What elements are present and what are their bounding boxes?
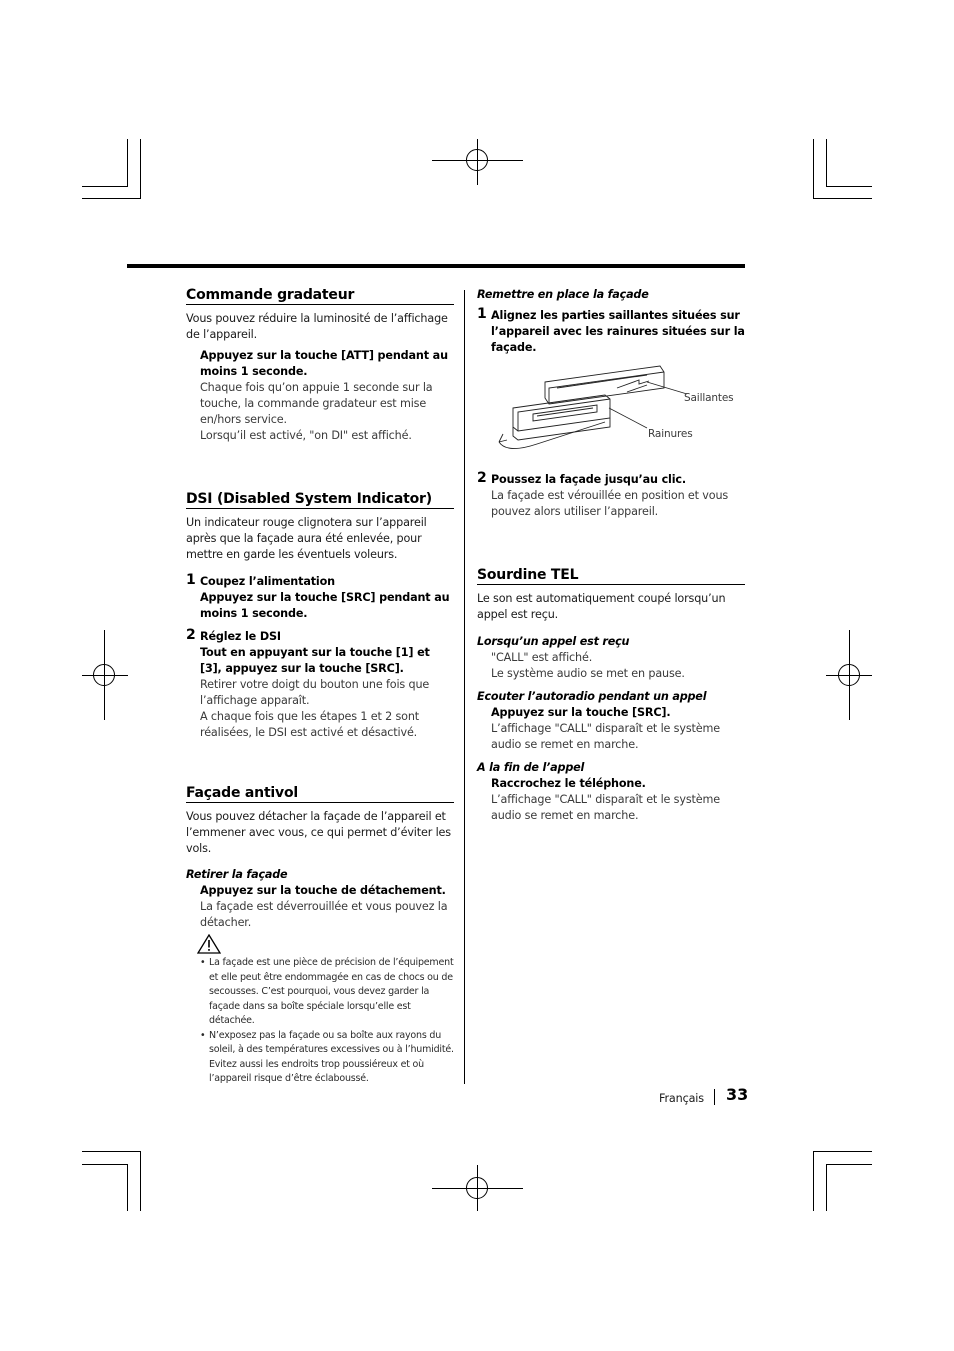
header-rule bbox=[127, 264, 745, 268]
antitheft-intro: Vous pouvez détacher la façade de l’appareil et l’emmener avec vous, ce qui permet d’éviter les vols. bbox=[186, 810, 451, 855]
dsi-step-2 bbox=[186, 629, 454, 741]
step-number: 2 bbox=[186, 627, 196, 643]
incoming-call-desc-1: "CALL" est affiché. bbox=[491, 651, 593, 664]
bullet: • bbox=[200, 957, 206, 968]
warning-icon bbox=[186, 934, 454, 956]
dimmer-desc-2: Lorsqu’il est activé, "on DI" est affiché. bbox=[200, 429, 412, 442]
step-number: 1 bbox=[477, 306, 487, 322]
reattach-step-2 bbox=[477, 472, 745, 520]
reattach-step-2-action: Poussez la façade jusqu’au clic. bbox=[491, 473, 687, 486]
listen-during-call-subheading: Ecouter l’autoradio pendant un appel bbox=[477, 690, 707, 703]
left-column bbox=[186, 287, 454, 1087]
reattach-step-1 bbox=[477, 308, 745, 356]
dimmer-desc-1: Chaque fois qu’on appuie 1 seconde sur la touche, la commande gradateur est mise en/hors service. bbox=[200, 381, 433, 426]
label-saillantes: Saillantes bbox=[684, 392, 734, 404]
reattach-step-2-desc: La façade est vérouillée en position et vous pouvez alors utiliser l’appareil. bbox=[491, 489, 729, 518]
reattach-section bbox=[477, 287, 745, 520]
antitheft-section bbox=[186, 785, 454, 1087]
antitheft-desc: La façade est déverrouillée et vous pouvez la détacher. bbox=[200, 900, 448, 929]
faceplate-diagram bbox=[477, 358, 745, 466]
incoming-call-subheading: Lorsqu’un appel est reçu bbox=[477, 635, 630, 648]
incoming-call-desc-2: Le système audio se met en pause. bbox=[491, 667, 685, 680]
dsi-section bbox=[186, 491, 454, 741]
faceplate-illustration bbox=[477, 358, 745, 466]
page-number: 33 bbox=[726, 1085, 749, 1104]
caution-note-2 bbox=[186, 1029, 454, 1087]
antitheft-subheading: Retirer la façade bbox=[186, 868, 288, 881]
dsi-step-1 bbox=[186, 574, 454, 622]
end-call-desc: L’affichage "CALL" disparaît et le système audio se remet en marche. bbox=[491, 793, 720, 822]
footer-language: Français bbox=[659, 1092, 704, 1105]
caution-note-1 bbox=[186, 956, 454, 1029]
caution-note-2-text: N’exposez pas la façade ou sa boîte aux rayons du soleil, à des températures excessives ou à l’humidité. Evitez aussi les endroits trop poussiéreux et où l’appareil risque d’être éclaboussé. bbox=[209, 1029, 454, 1084]
antitheft-action: Appuyez sur la touche de détachement. bbox=[200, 884, 446, 897]
footer-divider bbox=[714, 1089, 715, 1105]
end-call-action: Raccrochez le téléphone. bbox=[491, 777, 646, 790]
column-divider bbox=[464, 290, 465, 1084]
section-title-tel-mute: Sourdine TEL bbox=[477, 567, 745, 585]
dimmer-intro: Vous pouvez réduire la luminosité de l’affichage de l’appareil. bbox=[186, 312, 448, 341]
right-column bbox=[477, 287, 745, 824]
end-call-subheading: A la fin de l’appel bbox=[477, 761, 585, 774]
bullet: • bbox=[200, 1029, 206, 1041]
section-title-dsi: DSI (Disabled System Indicator) bbox=[186, 491, 454, 509]
tel-mute-section bbox=[477, 567, 745, 824]
page-footer bbox=[659, 1086, 704, 1106]
label-rainures: Rainures bbox=[648, 428, 693, 440]
dsi-step-2-action: Tout en appuyant sur la touche [1] et [3], appuyez sur la touche [SRC]. bbox=[200, 646, 430, 675]
caution-note-1-text: La façade est une pièce de précision de l’équipement et elle peut être endommagée en cas de chocs ou de secousses. C’est pourquoi, vous devez garder la façade dans sa boîte spéciale lorsqu’elle est détachée. bbox=[209, 957, 454, 1026]
section-title-dimmer: Commande gradateur bbox=[186, 287, 454, 305]
dsi-step-1-title: Coupez l’alimentation bbox=[200, 575, 335, 588]
dsi-step-2-desc-2: A chaque fois que les étapes 1 et 2 sont réalisées, le DSI est activé et désactivé. bbox=[200, 710, 420, 739]
dsi-intro: Un indicateur rouge clignotera sur l’appareil après que la façade aura été enlevée, pour mettre en garde les éventuels voleurs. bbox=[186, 516, 427, 561]
section-title-antitheft: Façade antivol bbox=[186, 785, 454, 803]
dimmer-action: Appuyez sur la touche [ATT] pendant au moins 1 seconde. bbox=[200, 349, 448, 378]
dimmer-section bbox=[186, 287, 454, 444]
reattach-step-1-action: Alignez les parties saillantes situées sur l’appareil avec les rainures situées sur la façade. bbox=[491, 309, 745, 354]
listen-during-call-desc: L’affichage "CALL" disparaît et le système audio se remet en marche. bbox=[491, 722, 720, 751]
step-number: 1 bbox=[186, 572, 196, 588]
dsi-step-2-title: Réglez le DSI bbox=[200, 630, 281, 643]
reattach-subheading: Remettre en place la façade bbox=[477, 288, 649, 301]
dsi-step-2-desc-1: Retirer votre doigt du bouton une fois que l’affichage apparaît. bbox=[200, 678, 430, 707]
dsi-step-1-action: Appuyez sur la touche [SRC] pendant au moins 1 seconde. bbox=[200, 591, 450, 620]
step-number: 2 bbox=[477, 470, 487, 486]
listen-during-call-action: Appuyez sur la touche [SRC]. bbox=[491, 706, 671, 719]
tel-mute-intro: Le son est automatiquement coupé lorsqu’un appel est reçu. bbox=[477, 592, 726, 621]
